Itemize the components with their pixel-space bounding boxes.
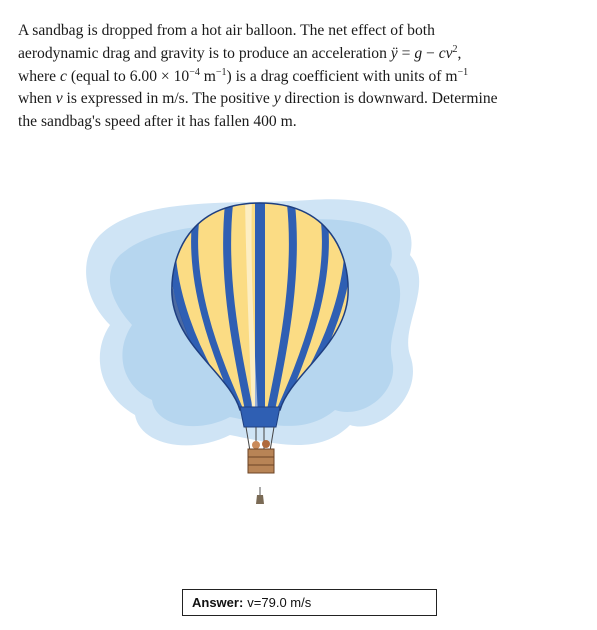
math-c: c <box>60 67 67 85</box>
problem-line-4 <box>18 88 590 111</box>
text-segment: aerodynamic drag and gravity is to produce an acceleration <box>18 44 391 62</box>
text-segment: (equal to 6.00 × 10 <box>66 67 190 85</box>
math-equals: = <box>397 44 415 62</box>
text-segment: ) is a drag coefficient with units of m <box>226 67 458 85</box>
text-segment: where <box>18 67 60 85</box>
text-segment: direction is downward. Determine <box>280 90 498 108</box>
text-segment: is expressed in m/s. The positive <box>62 90 274 108</box>
math-exponent: −1 <box>215 66 227 78</box>
answer-label: Answer: <box>192 595 244 610</box>
sandbag <box>256 487 264 504</box>
text-segment: when <box>18 90 56 108</box>
balloon-skirt <box>240 407 280 427</box>
problem-line-1: A sandbag is dropped from a hot air balloon. The net effect of both <box>18 22 435 39</box>
math-cv: cv <box>438 44 453 62</box>
math-y: y <box>273 90 281 108</box>
answer-box <box>182 589 437 616</box>
math-exponent: −4 <box>189 66 200 78</box>
hot-air-balloon-illustration <box>80 195 440 525</box>
problem-line-5: the sandbag's speed after it has fallen 400 m. <box>18 113 297 131</box>
text-segment: , <box>457 44 462 62</box>
answer-value: v=79.0 m/s <box>247 595 312 610</box>
math-v: v <box>55 90 63 108</box>
math-y-double-dot: ÿ <box>390 44 398 62</box>
math-g: g <box>414 44 423 62</box>
math-exponent: 2 <box>452 43 458 55</box>
basket <box>248 440 274 473</box>
problem-statement <box>18 20 590 134</box>
math-minus: − <box>422 44 439 62</box>
math-exponent: −1 <box>457 66 469 78</box>
text-segment: m <box>199 67 216 85</box>
problem-line-3 <box>18 66 590 89</box>
problem-line-2 <box>18 43 590 66</box>
